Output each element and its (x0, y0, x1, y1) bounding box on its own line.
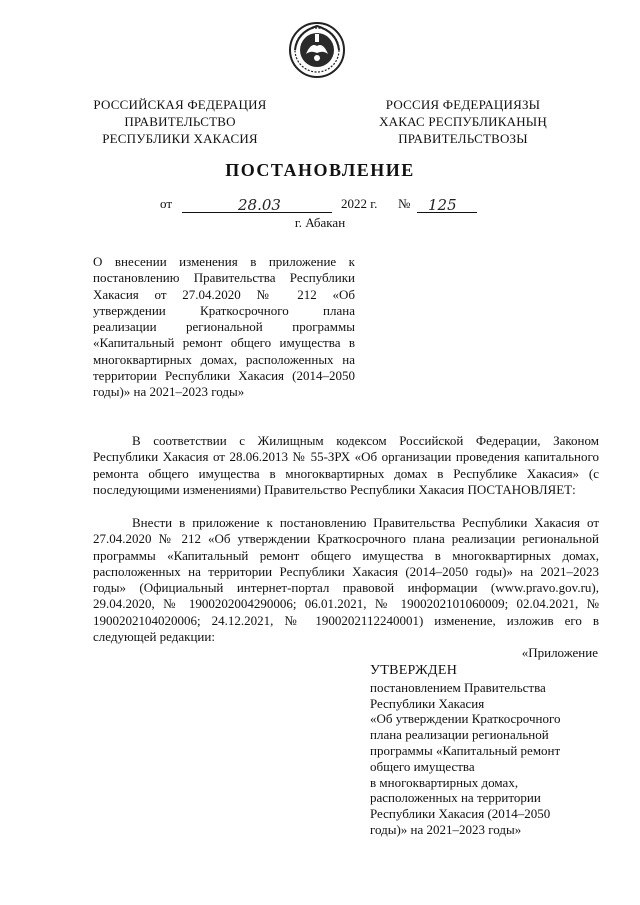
number-handwritten: 125 (428, 196, 457, 214)
approval-block (370, 663, 590, 838)
approval-line: в многоквартирных домах, (370, 774, 519, 790)
document-subject: О внесении изменения в приложение к постановлению Правительства Республики Хакасия от 27.04.2020 № 212 «Об утверждении Краткосрочного плана реализации региональной программы «Капитальный ремонт общего имущества в многоквартирных домах, расположенных на территории Республики Хакасия (2014–2050 годы)» на 2021–2023 годы» (93, 254, 355, 400)
header-left-line-1: РОССИЙСКАЯ ФЕДЕРАЦИЯ (93, 97, 267, 112)
number-label: № (398, 196, 411, 211)
document-title: ПОСТАНОВЛЕНИЕ (225, 160, 415, 180)
approval-heading: УТВЕРЖДЕН (370, 663, 458, 678)
body-paragraph-2: Внести в приложение к постановлению Правительства Республики Хакасия от 27.04.2020 № 212 «Об утверждении Краткосрочного плана реализации региональной программы «Капитальный ремонт общего имущества в многоквартирных домах, расположенных на территории Республики Хакасия (2014–2050 годы)» на 2021–2023 годы» (Официальный интернет-портал правовой информации (www.pravo.gov.ru), 29.04.2020, № 1900202004290006; 06.01.2021, № 1900202101060009; 02.04.2021, № 1900202104020006; 24.12.2021, № 1900202112240001) изменение, изложив его в следующей редакции: (93, 515, 599, 645)
approval-line: годы)» на 2021–2023 годы» (370, 821, 522, 837)
date-year: 2022 г. (341, 196, 378, 211)
approval-line: Республики Хакасия (370, 695, 485, 711)
date-from-label: от (160, 196, 173, 211)
header-left-line-3: РЕСПУБЛИКИ ХАКАСИЯ (102, 131, 258, 146)
date-handwritten: 28.03 (238, 196, 281, 214)
header-right (358, 96, 568, 147)
approval-line: постановлением Правительства (370, 679, 546, 695)
body-paragraph-1: В соответствии с Жилищным кодексом Российской Федерации, Законом Республики Хакасия от 28.06.2013 № 55-ЗРХ «Об организации проведения капитального ремонта общего имущества в многоквартирных домах в Республике Хакасия» (с последующими изменениями) Правительство Республики Хакасия ПОСТАНОВЛЯЕТ: (93, 433, 599, 497)
approval-line: общего имущества (370, 758, 475, 774)
approval-line: программы «Капитальный ремонт (370, 742, 561, 758)
approval-line: «Об утверждении Краткосрочного (370, 711, 561, 727)
approval-line: расположенных на территории (370, 790, 541, 806)
header-left (80, 96, 280, 147)
header-right-line-3: ПРАВИТЕЛЬСТВОЗЫ (398, 131, 528, 146)
header-right-line-2: ХАКАС РЕСПУБЛИКАНЫҢ (379, 114, 547, 129)
approval-line: Республики Хакасия (2014–2050 (370, 806, 551, 822)
approval-line: плана реализации региональной (370, 727, 549, 743)
header-left-line-2: ПРАВИТЕЛЬСТВО (124, 114, 236, 129)
coat-of-arms-icon (287, 20, 347, 80)
city-label: г. Абакан (294, 215, 346, 230)
appendix-label: «Приложение (521, 645, 598, 660)
header-right-line-1: РОССИЯ ФЕДЕРАЦИЯЗЫ (385, 97, 541, 112)
